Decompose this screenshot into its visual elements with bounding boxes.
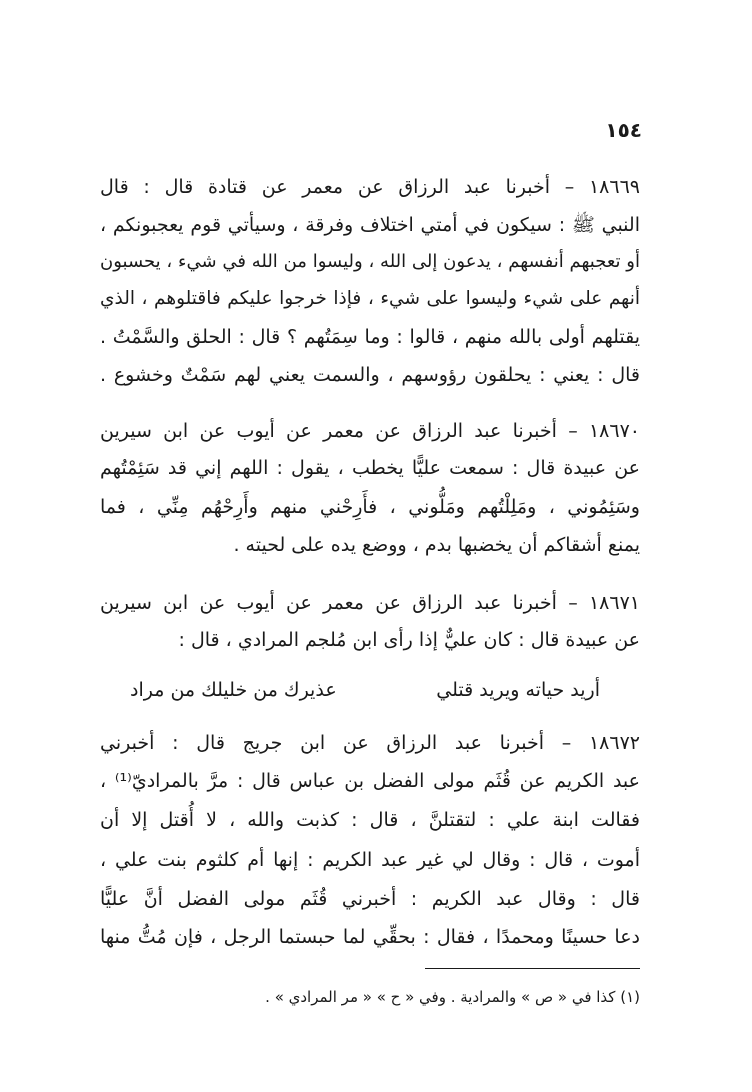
text-line: ١٨٦٧٠ – أخبرنا عبد الرزاق عن معمر عن أيوب عن ابن سيرين [100,420,640,442]
text-line: يمنع أشقاكم أن يخضبها بدم ، ووضع يده على لحيته . [233,534,640,556]
text-line: قال : وقال عبد الكريم : أخبرني قُثَم مولى الفضل أنَّ عليًّا [100,888,640,910]
text-line: أموت ، قال : وقال لي غير عبد الكريم : إنها أم كلثوم بنت علي ، [100,849,640,871]
footnote-divider [425,968,640,969]
poem-second-hemistich: عذيرك من خليلك من مراد [130,679,337,701]
text-line: ١٨٦٧٢ – أخبرنا عبد الرزاق عن ابن جريج قال : أخبرني [100,732,640,754]
text-line: ١٨٦٦٩ – أخبرنا عبد الرزاق عن معمر عن قتادة قال : قال [100,176,640,198]
text-line: فقالت ابنة علي : لتقتلنَّ ، قال : كذبت والله ، لا أُقتل إلا أن [100,809,640,831]
text-line: النبي ﷺ : سيكون في أمتي اختلاف وفرقة ، وسيأتي قوم يعجبونكم ، [100,214,640,236]
text-line: عن عبيدة قال : سمعت عليًّا يخطب ، يقول : اللهم إني قد سَئِمْتُهم [100,457,640,479]
text-line: وسَئِمُوني ، ومَلِلْتُهم ومَلُّوني ، فأَرِحْني منهم وأَرِحْهُم مِنِّي ، فما [100,496,640,518]
poem-verse [130,675,600,705]
text-line: يقتلهم أولى بالله منهم ، قالوا : وما سِمَتُهم ؟ قال : الحلق والسَّمْتُ . [100,326,640,348]
text-line: عبد الكريم عن قُثَم مولى الفضل بن عباس قال : مرَّ بالمراديّ⁽¹⁾ ، [100,770,640,792]
text-line: أو تعجبهم أنفسهم ، يدعون إلى الله ، وليسوا من الله في شيء ، يحسبون [100,251,640,272]
text-line: ١٨٦٧١ – أخبرنا عبد الرزاق عن معمر عن أيوب عن ابن سيرين [100,592,640,614]
footnote: (١) كذا في « ص » والمرادية . وفي « ح » « مر المرادي » . [265,988,640,1006]
text-line: أنهم على شيء وليسوا على شيء ، فإذا خرجوا عليكم فاقتلوهم ، الذي [100,288,640,309]
text-line: عن عبيدة قال : كان عليٌّ إذا رأى ابن مُلجم المرادي ، قال : [178,629,640,651]
text-line: قال : يعني : يحلقون رؤوسهم ، والسمت يعني لهم سَمْتٌ وخشوع . [100,364,640,386]
page-number: ١٥٤ [605,118,642,142]
poem-first-hemistich: أريد حياته ويريد قتلي [436,679,600,701]
text-line: دعا حسينًا ومحمدًا ، فقال : بحقِّي لما حبستما الرجل ، فإن مُتُّ منها [100,926,640,948]
